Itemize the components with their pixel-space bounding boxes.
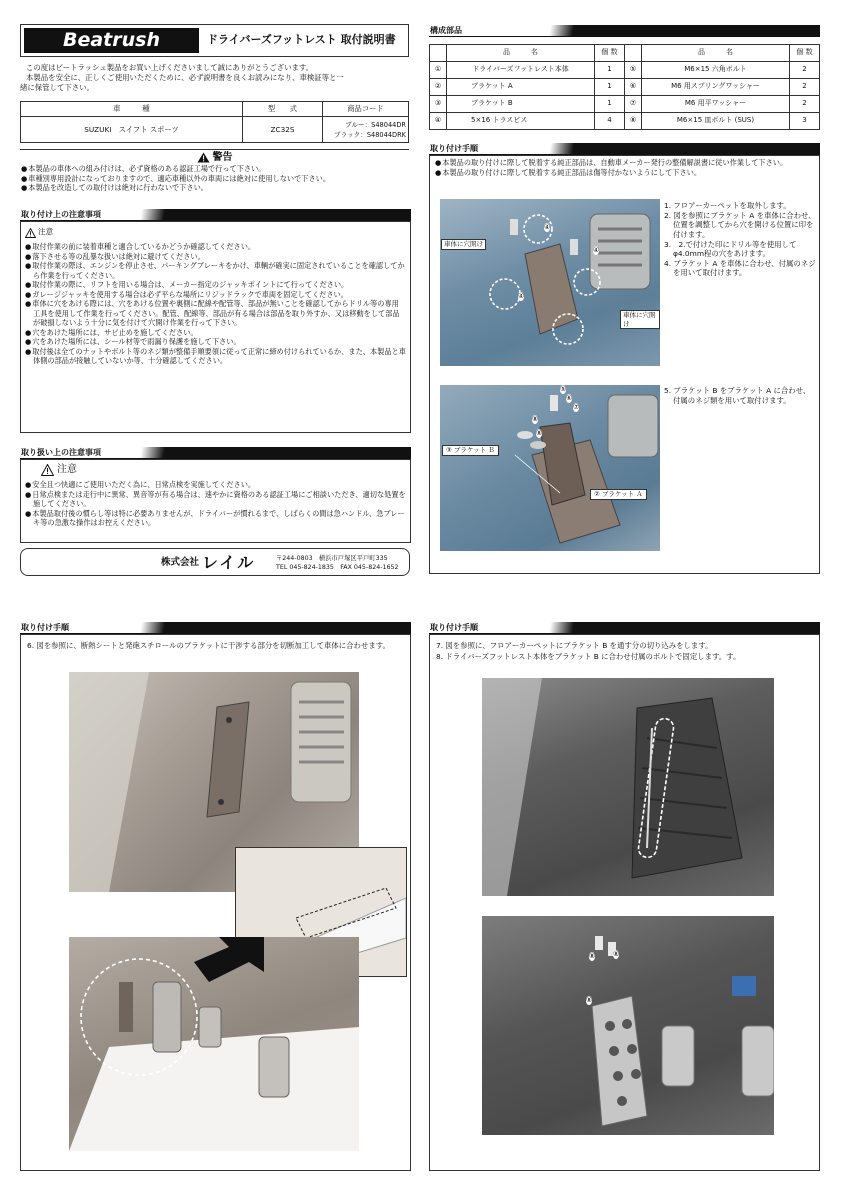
caution-item: ● 穴をあけた場所には、シール材等で雨漏り保護を施して下さい。 xyxy=(25,337,406,347)
callout-4: ④ xyxy=(593,246,600,254)
parts-name-header: 品 名 xyxy=(447,45,595,62)
photo-carpet-cut xyxy=(482,678,774,896)
photo-pedal-area xyxy=(69,937,359,1151)
spec-code-blue: ブルー：S48044DR xyxy=(345,120,406,129)
brand-logo: Beatrush xyxy=(24,28,199,53)
parts-table xyxy=(429,44,820,130)
warning-box xyxy=(20,149,409,197)
warning-item: ● 車種別専用設計になっておりますので、適応車種以外の車両には絶対に使用しないで下さい。 xyxy=(21,174,409,184)
caution-item: ● 穴をあけた場所には、サビ止めを施してください。 xyxy=(25,328,406,338)
company-phone: TEL 045-824-1835 FAX 045-824-1652 xyxy=(276,564,399,571)
caution-item: ● 車体に穴をあける際には、穴をあける位置や裏側に配線や配管等、部品が無いことを確認してからドリル等の専用工具を使用して作業を行ってください。配管、配線等、部品が有る場合は部品を取り外すか、又は移動をして部品が破損しないよう十分に気を付けて穴開け作業を行って下さい。 xyxy=(25,299,406,328)
spec-model: ZC32S xyxy=(243,117,323,143)
parts-row: ① ドライバーズフットレスト本体 1 ⑤ M6×15 六角ボルト 2 xyxy=(430,62,820,79)
photo-bracket-b xyxy=(440,385,660,551)
caution-item: ● 取付後は全てのナットやボルト等のネジ類が整備手順要領に従って正常に締め付けられているか、また、本製品と車体側の部品が接触していないか等、十分確認してください。 xyxy=(25,347,406,366)
handling-item: ● 本製品取付後の慣らし等は特に必要ありませんが、ドライバーが慣れるまで、しばらくの間は急ハンドル、急ブレーキ等の急激な操作はお控えください。 xyxy=(25,509,406,528)
callout-8: ⑧ xyxy=(589,952,596,960)
callout-6: ⑥ xyxy=(566,394,573,402)
company-name: レイル xyxy=(202,553,256,572)
procedure-box xyxy=(429,155,820,574)
callout-4: ④ xyxy=(518,292,525,300)
caution-item: ● 落下させる等の乱暴な扱いは絶対に避けてください。 xyxy=(25,252,406,262)
handling-item: ● 安全且つ快適にご使用いただく為に、日常点検を実施してください。 xyxy=(25,480,406,490)
section-header-procedure: 取り付け手順 xyxy=(429,143,820,155)
spec-vehicle-header: 車 種 xyxy=(21,102,243,117)
procedure-box-2 xyxy=(20,634,411,1171)
header-bar xyxy=(20,24,409,57)
spec-table xyxy=(20,101,409,143)
parts-qty-header: 個 数 xyxy=(790,45,820,62)
step-6: 6. 図を参照に、断熱シートと発砲スチロールのブラケットに干渉する部分を切断加工して車体に合わせます。 xyxy=(27,641,390,650)
section-header-procedure-3: 取り付け手順 xyxy=(429,622,820,634)
label-bracket-a: ② ブラケット Ａ xyxy=(590,489,647,500)
section-header-install-caution: 取り付け上の注意事項 xyxy=(20,209,411,221)
handling-caution-box xyxy=(20,459,411,543)
spec-vehicle: SUZUKI スイフト スポーツ xyxy=(21,117,243,143)
warning-title: 警告 xyxy=(212,151,233,163)
section-header-procedure-2: 取り付け手順 xyxy=(20,622,411,634)
section-header-parts: 構成部品 xyxy=(429,25,820,37)
photo-bracket-a xyxy=(440,199,660,366)
company-label: 株式会社 xyxy=(161,557,200,568)
caution-item: ● 取付作業の前に装着車種と適合しているかどうか確認してください。 xyxy=(25,242,406,252)
intro-text: この度はビートラッシュ製品をお買い上げくださいまして誠にありがとうございます。 本製品を安全に、正しくご使用いただくために、必ず説明書を良くお読みになり、車検証等と一 緒に保管して下さい。 xyxy=(20,63,344,92)
section-header-handling-caution: 取り扱い上の注意事項 xyxy=(20,447,411,459)
callout-8: ⑧ xyxy=(586,996,593,1004)
procedure-box-3 xyxy=(429,634,820,1171)
warning-item: ● 本製品を改造しての取付けは絶対に行わないで下さい。 xyxy=(21,183,409,193)
photo-footrest-installed xyxy=(482,916,774,1135)
company-address: 〒244-0803 横浜市戸塚区平戸町335 xyxy=(276,555,388,562)
callout-8: ⑧ xyxy=(613,950,620,958)
warning-item: ● 本製品の車体への組み付けは、必ず資格のある認証工場で行って下さい。 xyxy=(21,164,409,174)
parts-qty-header: 個 数 xyxy=(595,45,625,62)
handling-caution-subtitle: 注意 xyxy=(57,464,77,476)
step-5: 5. ブラケット B をブラケット A に合わせ、付属のネジ類を用いて取付けます。 xyxy=(664,386,811,405)
label-hole-right: 車体に穴開け xyxy=(620,310,660,329)
install-caution-box xyxy=(20,221,411,433)
step-7: 7. 図を参照に、フロアーカーペットにブラケット B を通す分の切り込みをします。 xyxy=(436,641,713,650)
step-8: 8. ドライバーズフットレスト本体をブラケット B に合わせ付属のボルトで固定します。す。 xyxy=(436,652,741,661)
callout-8: ⑧ xyxy=(532,415,539,423)
handling-item: ● 日常点検または走行中に異常、異音等が有る場合は、速やかに資格のある認証工場にご相談いただき、適切な処置を施してください。 xyxy=(25,490,406,509)
parts-row: ③ ブラケット B 1 ⑦ M6 用平ワッシャー 2 xyxy=(430,96,820,113)
caution-item: ● ガレージジャッキを使用する場合は必ず平らな場所にリジッドラックで車両を固定してください。 xyxy=(25,290,406,300)
procedure-note: ● 本製品の取り付けに際して脱着する純正部品は傷等付かないようにして下さい。 xyxy=(435,168,813,178)
parts-row: ④ 5×16 トラスビス 4 ⑧ M6×15 皿ボルト (SUS) 3 xyxy=(430,113,820,130)
label-bracket-b: ③ ブラケット Ｂ xyxy=(442,445,499,456)
callout-8: ⑧ xyxy=(536,429,543,437)
company-box xyxy=(20,548,410,576)
caution-icon xyxy=(41,464,54,476)
spec-code-header: 商品コード xyxy=(323,102,409,117)
caution-icon xyxy=(25,228,36,238)
callout-4: ④ xyxy=(544,223,551,231)
spec-model-header: 型 式 xyxy=(243,102,323,117)
parts-name-header: 品 名 xyxy=(642,45,790,62)
parts-row: ② ブラケット A 1 ⑥ M6 用スプリングワッシャー 2 xyxy=(430,79,820,96)
procedure-note: ● 本製品の取り付けに際して脱着する純正部品は、自動車メーカー発行の整備解説書に従い作業して下さい。 xyxy=(435,158,813,168)
install-caution-subtitle: 注意 xyxy=(38,227,54,237)
document-title: ドライバーズフットレスト 取付説明書 xyxy=(207,33,396,46)
label-hole-left: 車体に穴開け xyxy=(441,239,486,250)
steps-1-4: 1. フロアーカーペットを取外します。 2. 図を参照にブラケット A を車体に合わせ、位置を調整してから穴を開ける位置に印を付けます。 3. 2.で付けた印にドリル等を使用してφ4.0mm程の穴をあけます。 4. ブラケット A を車体に合わせ、付属のネジを用いて取付けます。 xyxy=(664,201,816,278)
warning-icon xyxy=(197,152,210,163)
callout-7: ⑦ xyxy=(573,403,580,411)
callout-5: ⑤ xyxy=(560,385,567,393)
caution-item: ● 取付作業の際に、リフトを用いる場合は、メーカー指定のジャッキポイントにて行ってください。 xyxy=(25,280,406,290)
spec-code-black: ブラック：S48044DRK xyxy=(334,130,406,139)
caution-item: ● 取付作業の際は、エンジンを停止させ、パーキングブレーキをかけ、車輌が確実に固定されていることを確認してから作業を行ってください。 xyxy=(25,261,406,280)
